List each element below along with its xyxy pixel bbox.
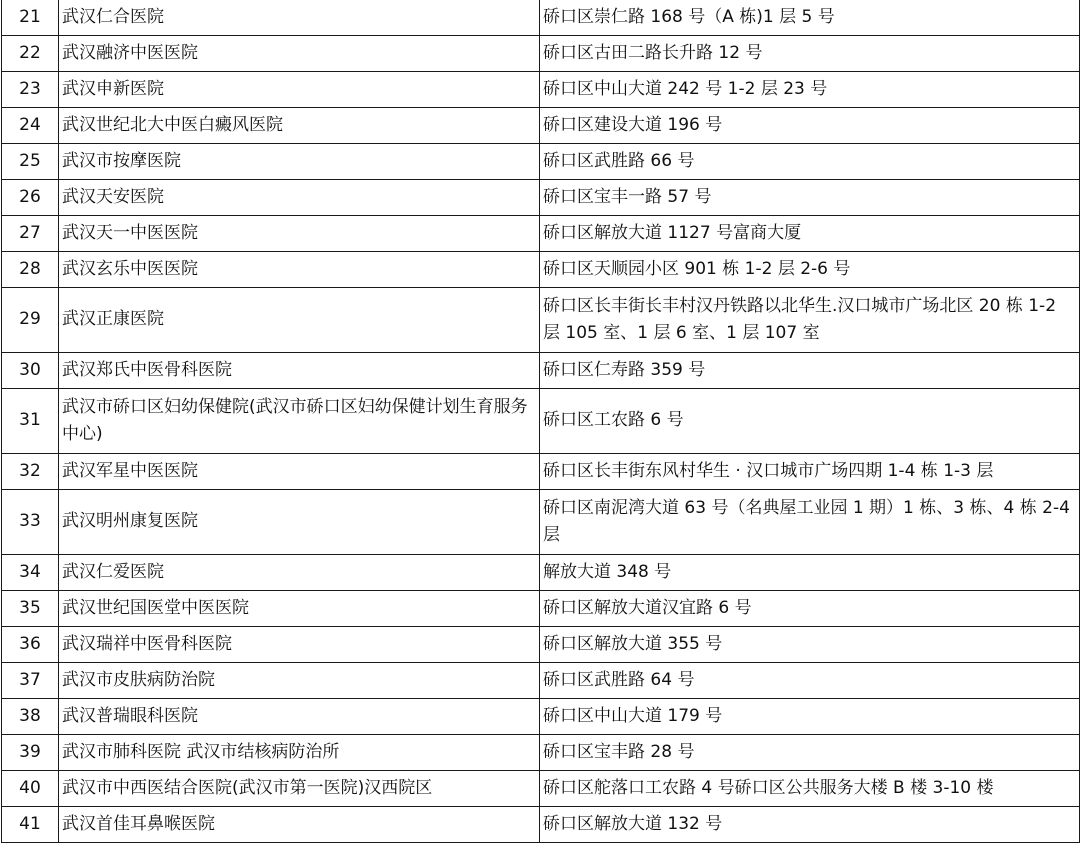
row-number: 31 <box>2 389 59 454</box>
table-row <box>2 180 1080 216</box>
hospital-table <box>1 0 1080 843</box>
table-row <box>2 108 1080 144</box>
row-number: 33 <box>2 490 59 555</box>
row-number: 27 <box>2 216 59 252</box>
row-number: 21 <box>2 0 59 36</box>
hospital-address: 硚口区宝丰一路 57 号 <box>540 180 1080 216</box>
row-number: 37 <box>2 663 59 699</box>
hospital-address: 硚口区解放大道 355 号 <box>540 627 1080 663</box>
hospital-address: 硚口区建设大道 196 号 <box>540 108 1080 144</box>
table-row <box>2 144 1080 180</box>
table-row <box>2 72 1080 108</box>
hospital-name: 武汉市肺科医院 武汉市结核病防治所 <box>59 735 540 771</box>
hospital-address: 硚口区宝丰路 28 号 <box>540 735 1080 771</box>
hospital-address: 硚口区中山大道 179 号 <box>540 699 1080 735</box>
table-row <box>2 216 1080 252</box>
hospital-name: 武汉瑞祥中医骨科医院 <box>59 627 540 663</box>
hospital-name: 武汉军星中医医院 <box>59 454 540 490</box>
hospital-name: 武汉天安医院 <box>59 180 540 216</box>
row-number: 25 <box>2 144 59 180</box>
row-number: 23 <box>2 72 59 108</box>
hospital-address: 解放大道 348 号 <box>540 555 1080 591</box>
hospital-name: 武汉市按摩医院 <box>59 144 540 180</box>
table-row <box>2 353 1080 389</box>
row-number: 39 <box>2 735 59 771</box>
hospital-address: 硚口区解放大道 132 号 <box>540 807 1080 843</box>
table-row <box>2 36 1080 72</box>
table-row <box>2 627 1080 663</box>
hospital-name: 武汉玄乐中医医院 <box>59 252 540 288</box>
hospital-address: 硚口区崇仁路 168 号（A 栋)1 层 5 号 <box>540 0 1080 36</box>
hospital-address: 硚口区武胜路 66 号 <box>540 144 1080 180</box>
hospital-address: 硚口区长丰街长丰村汉丹铁路以北华生.汉口城市广场北区 20 栋 1-2 层 105 室、1 层 6 室、1 层 107 室 <box>540 288 1080 353</box>
hospital-name: 武汉天一中医医院 <box>59 216 540 252</box>
row-number: 41 <box>2 807 59 843</box>
hospital-name: 武汉市硚口区妇幼保健院(武汉市硚口区妇幼保健计划生育服务中心) <box>59 389 540 454</box>
hospital-name: 武汉融济中医医院 <box>59 36 540 72</box>
table-row <box>2 555 1080 591</box>
hospital-name: 武汉明州康复医院 <box>59 490 540 555</box>
hospital-address: 硚口区仁寿路 359 号 <box>540 353 1080 389</box>
hospital-name: 武汉仁合医院 <box>59 0 540 36</box>
table-row <box>2 699 1080 735</box>
hospital-name: 武汉申新医院 <box>59 72 540 108</box>
row-number: 32 <box>2 454 59 490</box>
table-row <box>2 252 1080 288</box>
hospital-address: 硚口区工农路 6 号 <box>540 389 1080 454</box>
table-row <box>2 591 1080 627</box>
row-number: 26 <box>2 180 59 216</box>
hospital-address: 硚口区舵落口工农路 4 号硚口区公共服务大楼 B 楼 3-10 楼 <box>540 771 1080 807</box>
row-number: 35 <box>2 591 59 627</box>
hospital-address: 硚口区南泥湾大道 63 号（名典屋工业园 1 期）1 栋、3 栋、4 栋 2-4 层 <box>540 490 1080 555</box>
table-row <box>2 454 1080 490</box>
hospital-name: 武汉仁爱医院 <box>59 555 540 591</box>
hospital-name: 武汉首佳耳鼻喉医院 <box>59 807 540 843</box>
row-number: 34 <box>2 555 59 591</box>
hospital-name: 武汉正康医院 <box>59 288 540 353</box>
hospital-address: 硚口区古田二路长升路 12 号 <box>540 36 1080 72</box>
table-row <box>2 0 1080 36</box>
table-row <box>2 490 1080 555</box>
hospital-address: 硚口区中山大道 242 号 1-2 层 23 号 <box>540 72 1080 108</box>
table-row <box>2 389 1080 454</box>
hospital-name: 武汉市中西医结合医院(武汉市第一医院)汉西院区 <box>59 771 540 807</box>
hospital-name: 武汉市皮肤病防治院 <box>59 663 540 699</box>
row-number: 28 <box>2 252 59 288</box>
row-number: 38 <box>2 699 59 735</box>
row-number: 22 <box>2 36 59 72</box>
row-number: 40 <box>2 771 59 807</box>
table-row <box>2 807 1080 843</box>
hospital-address: 硚口区天顺园小区 901 栋 1-2 层 2-6 号 <box>540 252 1080 288</box>
hospital-address: 硚口区解放大道汉宜路 6 号 <box>540 591 1080 627</box>
row-number: 24 <box>2 108 59 144</box>
table-row <box>2 771 1080 807</box>
hospital-address: 硚口区长丰街东风村华生 · 汉口城市广场四期 1-4 栋 1-3 层 <box>540 454 1080 490</box>
table-row <box>2 288 1080 353</box>
hospital-address: 硚口区武胜路 64 号 <box>540 663 1080 699</box>
hospital-name: 武汉世纪北大中医白癜风医院 <box>59 108 540 144</box>
hospital-name: 武汉郑氏中医骨科医院 <box>59 353 540 389</box>
table-row <box>2 663 1080 699</box>
table-row <box>2 735 1080 771</box>
row-number: 36 <box>2 627 59 663</box>
hospital-address: 硚口区解放大道 1127 号富商大厦 <box>540 216 1080 252</box>
hospital-name: 武汉普瑞眼科医院 <box>59 699 540 735</box>
row-number: 29 <box>2 288 59 353</box>
row-number: 30 <box>2 353 59 389</box>
hospital-name: 武汉世纪国医堂中医医院 <box>59 591 540 627</box>
